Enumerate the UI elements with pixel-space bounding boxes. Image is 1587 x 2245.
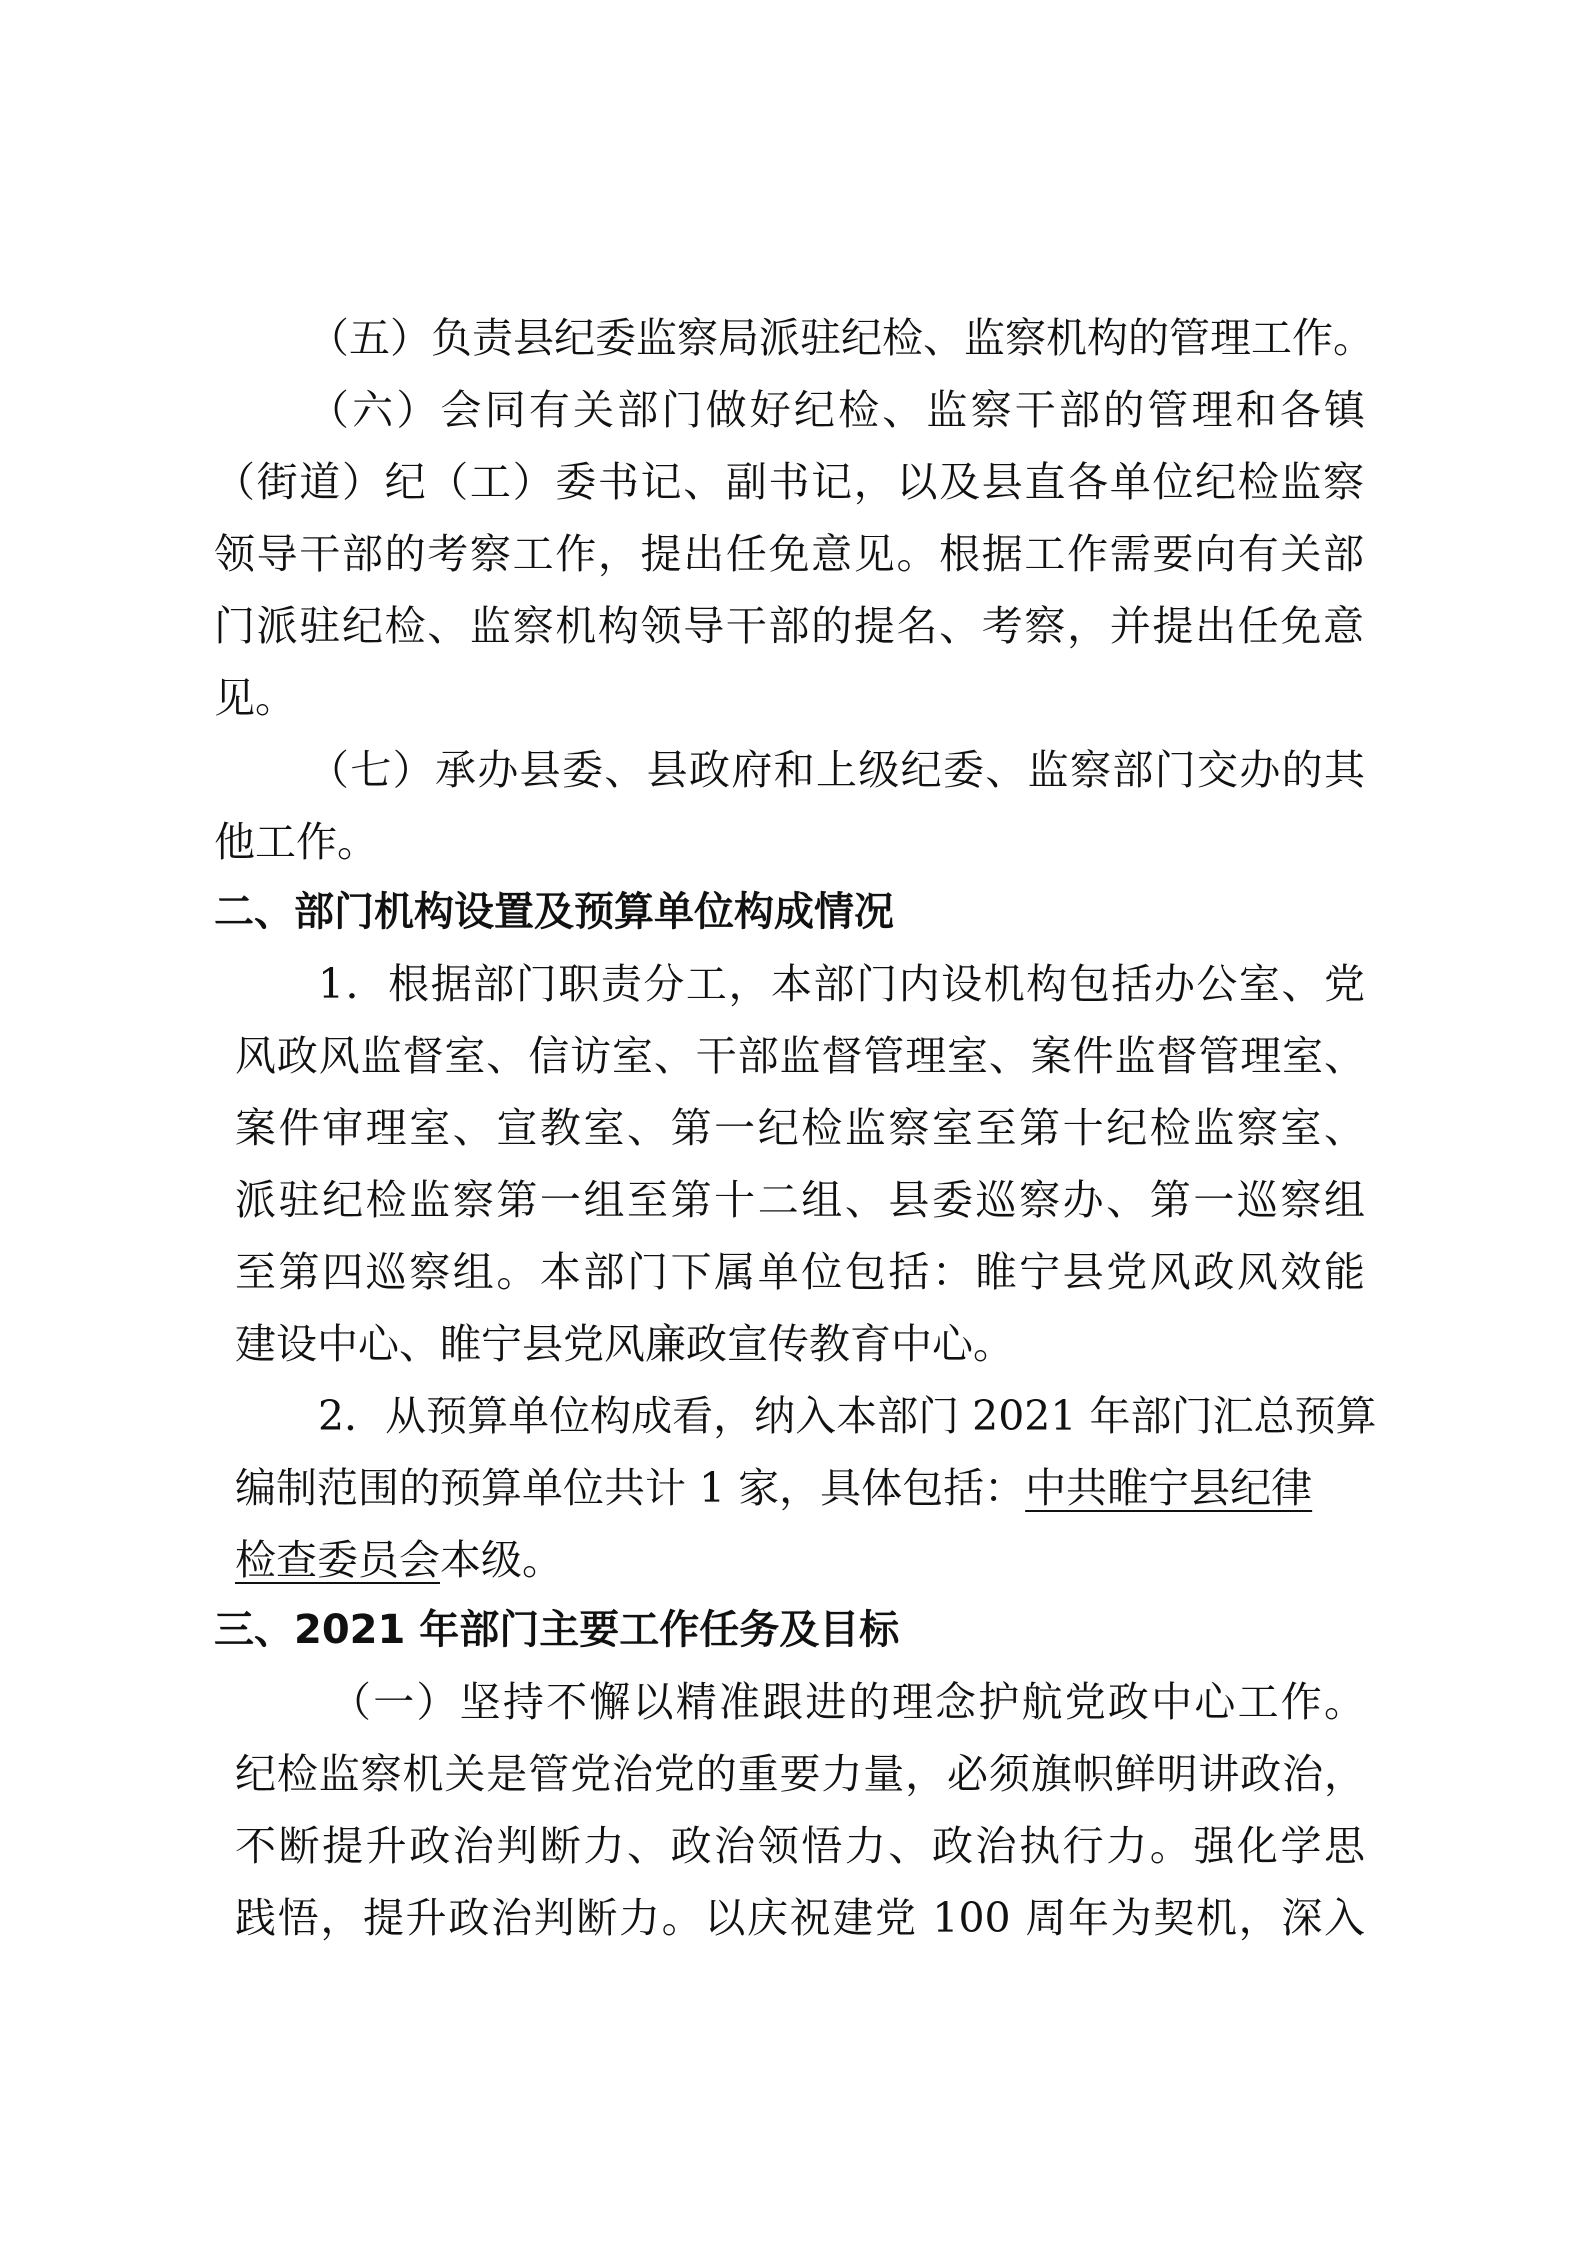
section-heading-3: 三、2021 年部门主要工作任务及目标: [214, 1607, 900, 1653]
paragraph-1-line-3: 案件审理室、宣教室、第一纪检监察室至第十纪检监察室、: [235, 1104, 1365, 1152]
paragraph-2-line-1: 2．从预算单位构成看，纳入本部门 2021 年部门汇总预算: [318, 1392, 1377, 1440]
paragraph-1-line-6: 建设中心、睢宁县党风廉政宣传教育中心。: [235, 1320, 1014, 1368]
underlined-unit-name-part-1: 中共睢宁县纪律: [1025, 1464, 1313, 1512]
paragraph-task-1-line-4: 践悟，提升政治判断力。以庆祝建党 100 周年为契机，深入: [235, 1894, 1365, 1942]
paragraph-2-line-3: [235, 1524, 1365, 1596]
paragraph-2-line-2: [235, 1452, 1365, 1524]
section-heading-2: 二、部门机构设置及预算单位构成情况: [214, 889, 894, 935]
paragraph-item-6-line-1: （六）会同有关部门做好纪检、监察干部的管理和各镇: [308, 386, 1365, 434]
underlined-unit-name-part-2: 检查委员会: [235, 1536, 440, 1584]
paragraph-2-line-3-text: 本级。: [440, 1536, 563, 1584]
paragraph-item-5-line-1: （五）负责县纪委监察局派驻纪检、监察机构的管理工作。: [308, 314, 1374, 362]
paragraph-1-line-4: 派驻纪检监察第一组至第十二组、县委巡察办、第一巡察组: [235, 1176, 1365, 1224]
paragraph-1-line-2: 风政风监督室、信访室、干部监督管理室、案件监督管理室、: [235, 1032, 1365, 1080]
paragraph-2-line-2-text: 编制范围的预算单位共计 1 家，具体包括：: [235, 1464, 1026, 1512]
paragraph-item-7-line-1: （七）承办县委、县政府和上级纪委、监察部门交办的其: [308, 746, 1365, 794]
paragraph-task-1-line-1: （一）坚持不懈以精准跟进的理念护航党政中心工作。: [330, 1678, 1365, 1726]
paragraph-task-1-line-2: 纪检监察机关是管党治党的重要力量，必须旗帜鲜明讲政治，: [235, 1750, 1365, 1798]
paragraph-item-6-line-3: 领导干部的考察工作，提出任免意见。根据工作需要向有关部: [214, 530, 1364, 578]
paragraph-item-7-line-2: 他工作。: [214, 818, 378, 866]
paragraph-1-line-1: 1．根据部门职责分工，本部门内设机构包括办公室、党: [318, 960, 1365, 1008]
paragraph-item-6-line-5: 见。: [214, 674, 296, 722]
paragraph-task-1-line-3: 不断提升政治判断力、政治领悟力、政治执行力。强化学思: [235, 1822, 1365, 1870]
paragraph-item-6-line-4: 门派驻纪检、监察机构领导干部的提名、考察，并提出任免意: [214, 602, 1364, 650]
paragraph-1-line-5: 至第四巡察组。本部门下属单位包括：睢宁县党风政风效能: [235, 1248, 1365, 1296]
paragraph-item-6-line-2: （街道）纪（工）委书记、副书记，以及县直各单位纪检监察: [214, 458, 1364, 506]
